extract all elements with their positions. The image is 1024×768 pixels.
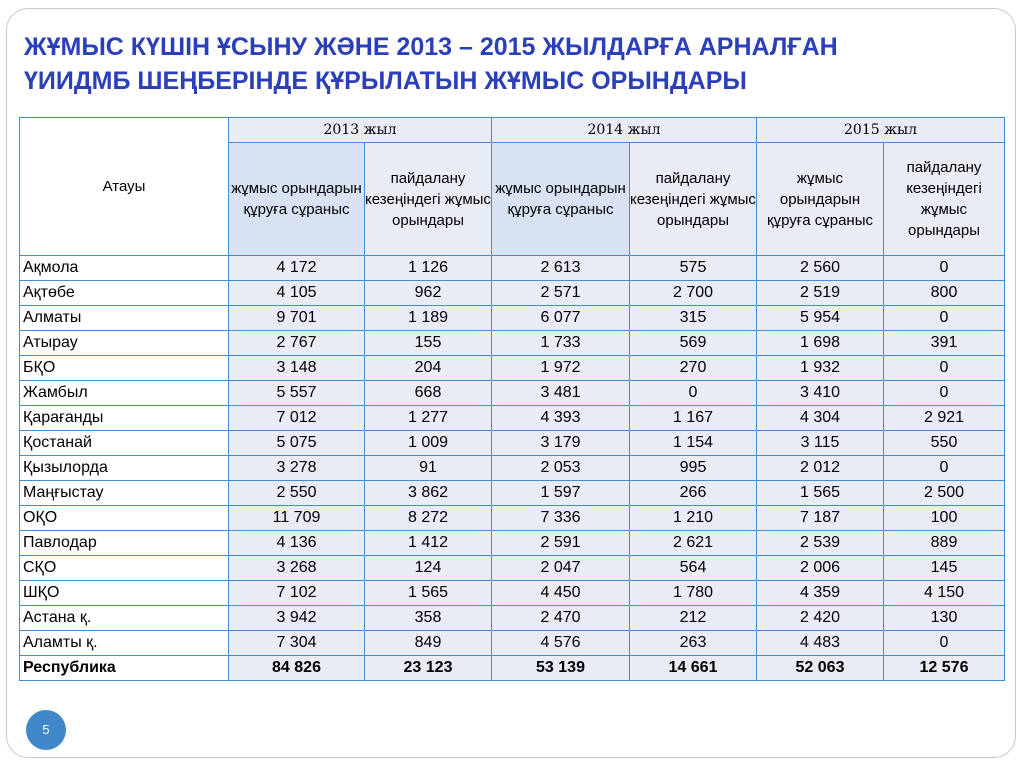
region-name-cell: БҚО: [20, 356, 229, 381]
value-cell: 995: [630, 456, 757, 481]
value-cell: 1 932: [757, 356, 884, 381]
value-cell: 130: [884, 606, 1005, 631]
region-name-cell: ОҚО: [20, 506, 229, 531]
table-row: [20, 481, 1005, 506]
value-cell: 4 576: [492, 631, 630, 656]
page-number-badge: 5: [26, 710, 66, 750]
table-row: [20, 281, 1005, 306]
year-header-2015: 2015 жыл: [757, 118, 1005, 143]
value-cell: 4 172: [229, 256, 365, 281]
value-cell: 23 123: [365, 656, 492, 681]
value-cell: 569: [630, 331, 757, 356]
region-name-cell: Павлодар: [20, 531, 229, 556]
table-row: [20, 381, 1005, 406]
value-cell: 2 700: [630, 281, 757, 306]
value-cell: 1 733: [492, 331, 630, 356]
value-cell: 6 077: [492, 306, 630, 331]
table-row: [20, 331, 1005, 356]
value-cell: 270: [630, 356, 757, 381]
value-cell: 3 410: [757, 381, 884, 406]
table-row: [20, 456, 1005, 481]
value-cell: 3 862: [365, 481, 492, 506]
value-cell: 0: [884, 256, 1005, 281]
value-cell: 0: [630, 381, 757, 406]
value-cell: 2 500: [884, 481, 1005, 506]
value-cell: 3 148: [229, 356, 365, 381]
value-cell: 7 012: [229, 406, 365, 431]
year-header-2014: 2014 жыл: [492, 118, 757, 143]
value-cell: 1 167: [630, 406, 757, 431]
value-cell: 550: [884, 431, 1005, 456]
region-name-cell: Қызылорда: [20, 456, 229, 481]
value-cell: 3 268: [229, 556, 365, 581]
value-cell: 212: [630, 606, 757, 631]
value-cell: 2 470: [492, 606, 630, 631]
table-row: [20, 406, 1005, 431]
table-row: [20, 531, 1005, 556]
value-cell: 4 304: [757, 406, 884, 431]
region-name-cell: Республика: [20, 656, 229, 681]
value-cell: 1 126: [365, 256, 492, 281]
value-cell: 4 136: [229, 531, 365, 556]
value-cell: 4 393: [492, 406, 630, 431]
value-cell: 14 661: [630, 656, 757, 681]
value-cell: 2 591: [492, 531, 630, 556]
subheader-operational-2014: пайдалану кезеңіндегі жұмыс орындары: [630, 143, 757, 256]
value-cell: 3 179: [492, 431, 630, 456]
value-cell: 889: [884, 531, 1005, 556]
value-cell: 391: [884, 331, 1005, 356]
value-cell: 849: [365, 631, 492, 656]
value-cell: 2 006: [757, 556, 884, 581]
value-cell: 0: [884, 306, 1005, 331]
value-cell: 0: [884, 456, 1005, 481]
value-cell: 124: [365, 556, 492, 581]
value-cell: 2 420: [757, 606, 884, 631]
value-cell: 1 565: [757, 481, 884, 506]
value-cell: 1 189: [365, 306, 492, 331]
value-cell: 5 954: [757, 306, 884, 331]
table-row: [20, 506, 1005, 531]
table-row: [20, 606, 1005, 631]
subheader-operational-2015: пайдалану кезеңіндегі жұмыс орындары: [884, 143, 1005, 256]
value-cell: 3 481: [492, 381, 630, 406]
year-header-2013: 2013 жыл: [229, 118, 492, 143]
value-cell: 263: [630, 631, 757, 656]
value-cell: 1 698: [757, 331, 884, 356]
value-cell: 52 063: [757, 656, 884, 681]
value-cell: 1 565: [365, 581, 492, 606]
value-cell: 2 571: [492, 281, 630, 306]
value-cell: 0: [884, 381, 1005, 406]
value-cell: 3 942: [229, 606, 365, 631]
slide-title: [24, 30, 984, 98]
subheader-demand-2015: жұмыс орындарын құруға сұраныс: [757, 143, 884, 256]
value-cell: 1 972: [492, 356, 630, 381]
value-cell: 3 278: [229, 456, 365, 481]
value-cell: 53 139: [492, 656, 630, 681]
value-cell: 5 557: [229, 381, 365, 406]
value-cell: 1 412: [365, 531, 492, 556]
value-cell: 2 921: [884, 406, 1005, 431]
table-row: [20, 256, 1005, 281]
value-cell: 7 102: [229, 581, 365, 606]
value-cell: 84 826: [229, 656, 365, 681]
value-cell: 2 621: [630, 531, 757, 556]
region-name-cell: СҚО: [20, 556, 229, 581]
value-cell: 11 709: [229, 506, 365, 531]
value-cell: 315: [630, 306, 757, 331]
value-cell: 2 519: [757, 281, 884, 306]
value-cell: 204: [365, 356, 492, 381]
value-cell: 1 154: [630, 431, 757, 456]
value-cell: 0: [884, 631, 1005, 656]
value-cell: 12 576: [884, 656, 1005, 681]
table-row: [20, 431, 1005, 456]
name-column-header: Атауы: [20, 118, 229, 256]
region-name-cell: Астана қ.: [20, 606, 229, 631]
value-cell: 7 187: [757, 506, 884, 531]
value-cell: 2 053: [492, 456, 630, 481]
value-cell: 4 105: [229, 281, 365, 306]
value-cell: 1 277: [365, 406, 492, 431]
table-row: [20, 356, 1005, 381]
value-cell: 668: [365, 381, 492, 406]
subheader-operational-2013: пайдалану кезеңіндегі жұмыс орындары: [365, 143, 492, 256]
value-cell: 7 304: [229, 631, 365, 656]
value-cell: 962: [365, 281, 492, 306]
value-cell: 2 012: [757, 456, 884, 481]
value-cell: 5 075: [229, 431, 365, 456]
value-cell: 1 597: [492, 481, 630, 506]
table-row: [20, 581, 1005, 606]
table-row: [20, 631, 1005, 656]
value-cell: 145: [884, 556, 1005, 581]
value-cell: 155: [365, 331, 492, 356]
value-cell: 4 359: [757, 581, 884, 606]
title-line-1: ЖҰМЫС КҮШІН ҰСЫНУ ЖӘНЕ 2013 – 2015 ЖЫЛДАРҒА АРНАЛҒАН: [24, 33, 838, 61]
value-cell: 2 539: [757, 531, 884, 556]
region-name-cell: Қарағанды: [20, 406, 229, 431]
total-row: [20, 656, 1005, 681]
value-cell: 2 613: [492, 256, 630, 281]
region-name-cell: ШҚО: [20, 581, 229, 606]
value-cell: 9 701: [229, 306, 365, 331]
region-name-cell: Ақмола: [20, 256, 229, 281]
title-line-2: ҮИИДМБ ШЕҢБЕРІНДЕ ҚҰРЫЛАТЫН ЖҰМЫС ОРЫНДАРЫ: [24, 67, 747, 95]
value-cell: 91: [365, 456, 492, 481]
value-cell: 4 450: [492, 581, 630, 606]
value-cell: 4 483: [757, 631, 884, 656]
value-cell: 1 780: [630, 581, 757, 606]
table-row: [20, 556, 1005, 581]
value-cell: 266: [630, 481, 757, 506]
region-name-cell: Қостанай: [20, 431, 229, 456]
value-cell: 2 560: [757, 256, 884, 281]
value-cell: 0: [884, 356, 1005, 381]
value-cell: 3 115: [757, 431, 884, 456]
value-cell: 2 767: [229, 331, 365, 356]
value-cell: 2 550: [229, 481, 365, 506]
value-cell: 800: [884, 281, 1005, 306]
value-cell: 564: [630, 556, 757, 581]
region-name-cell: Жамбыл: [20, 381, 229, 406]
value-cell: 4 150: [884, 581, 1005, 606]
region-name-cell: Алматы: [20, 306, 229, 331]
value-cell: 358: [365, 606, 492, 631]
table-body: [20, 256, 1005, 681]
subheader-demand-2014: жұмыс орындарын құруға сұраныс: [492, 143, 630, 256]
value-cell: 8 272: [365, 506, 492, 531]
value-cell: 2 047: [492, 556, 630, 581]
region-name-cell: Ақтөбе: [20, 281, 229, 306]
region-name-cell: Аламты қ.: [20, 631, 229, 656]
jobs-table: [19, 117, 1005, 681]
value-cell: 1 210: [630, 506, 757, 531]
value-cell: 100: [884, 506, 1005, 531]
table-row: [20, 306, 1005, 331]
subheader-demand-2013: жұмыс орындарын құруға сұраныс: [229, 143, 365, 256]
value-cell: 575: [630, 256, 757, 281]
region-name-cell: Маңғыстау: [20, 481, 229, 506]
region-name-cell: Атырау: [20, 331, 229, 356]
value-cell: 7 336: [492, 506, 630, 531]
value-cell: 1 009: [365, 431, 492, 456]
